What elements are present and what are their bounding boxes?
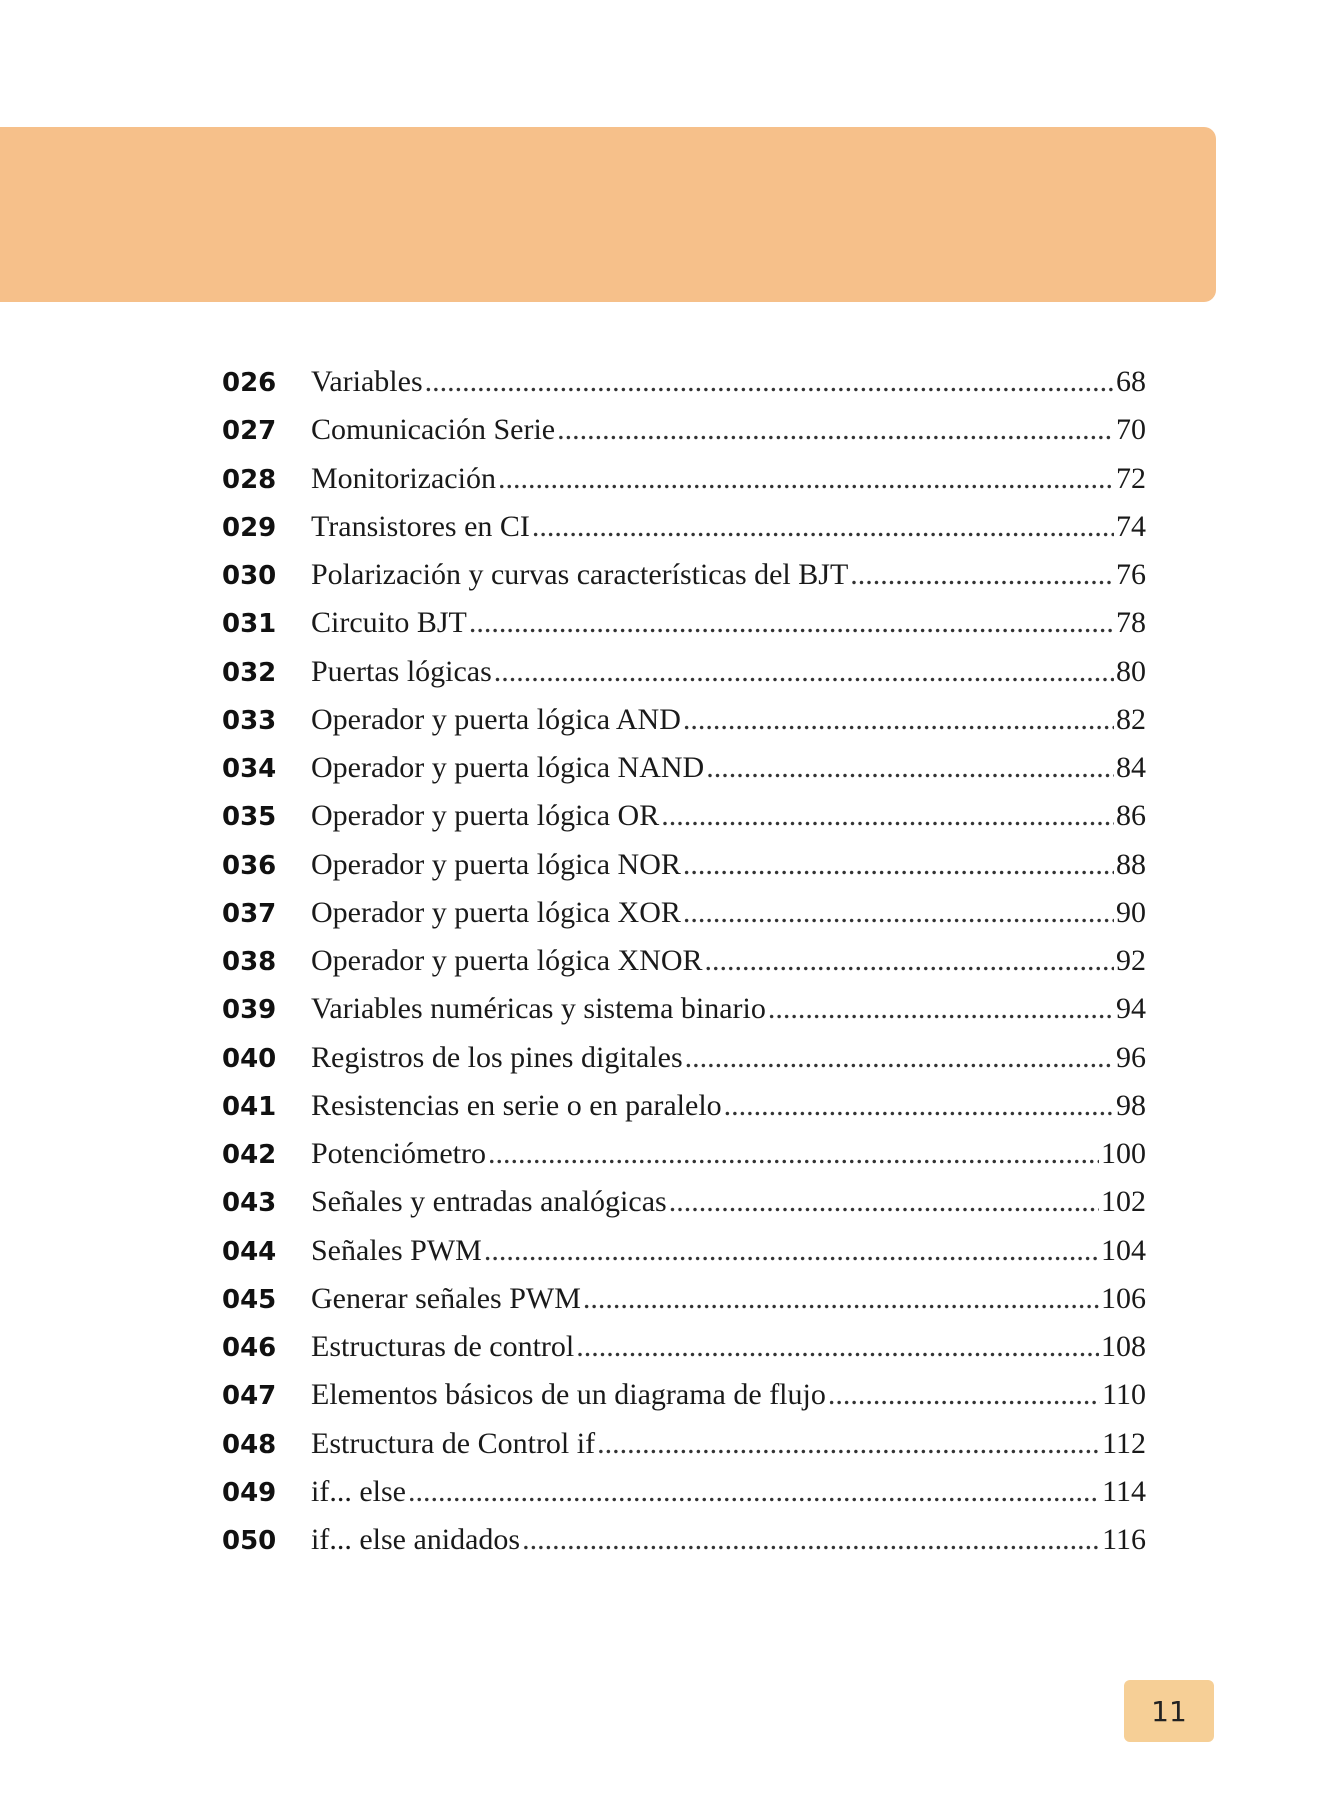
toc-entry-title: Potenciómetro [311,1137,486,1170]
toc-dot-leader [484,1227,1099,1275]
toc-entry[interactable] [222,1371,1146,1419]
toc-entry-page: 116 [1102,1523,1146,1556]
toc-entry-number: 037 [222,898,277,929]
toc-entry-number: 050 [222,1526,277,1556]
toc-entry[interactable] [222,1082,1146,1130]
toc-entry-page: 76 [1116,558,1146,591]
toc-entry-page: 102 [1101,1185,1146,1219]
toc-entry[interactable] [222,1034,1146,1082]
toc-entry-number: 027 [222,416,277,447]
toc-entry-page: 70 [1116,413,1146,447]
toc-dot-leader [532,503,1114,551]
toc-dot-leader [488,1130,1099,1178]
toc-dot-leader [469,599,1114,647]
toc-entry-title: Estructura de Control if [311,1426,596,1460]
toc-dot-leader [669,1178,1099,1226]
toc-dot-leader [850,551,1114,599]
page-number-badge [1124,1680,1214,1742]
toc-dot-leader [408,1468,1100,1516]
toc-entry-title: Operador y puerta lógica NAND [311,751,705,784]
toc-entry-page: 98 [1116,1088,1146,1122]
toc-dot-leader [683,889,1114,937]
toc-dot-leader [597,1420,1100,1468]
toc-entry-title: Monitorización [311,461,496,495]
toc-dot-leader [683,696,1114,744]
toc-entry-page: 96 [1116,1040,1146,1074]
toc-entry[interactable] [222,1516,1146,1564]
page-number: 11 [1151,1694,1187,1728]
toc-entry-number: 040 [222,1043,277,1074]
toc-entry-title: Registros de los pines digitales [311,1040,683,1074]
toc-entry-page: 108 [1101,1330,1146,1363]
toc-entry-number: 033 [222,705,277,736]
toc-entry[interactable] [222,841,1146,889]
toc-entry-title: if... else anidados [311,1523,521,1556]
toc-entry-number: 048 [222,1429,277,1460]
toc-dot-leader [724,1082,1114,1130]
toc-entry-page: 106 [1101,1281,1146,1315]
toc-dot-leader [683,841,1114,889]
toc-dot-leader [661,792,1114,840]
toc-dot-leader [828,1371,1100,1419]
toc-entry-title: Transistores en CI [311,509,530,543]
toc-entry-page: 104 [1101,1233,1146,1267]
toc-entry[interactable] [222,455,1146,503]
toc-entry-title: Resistencias en serie o en paralelo [311,1088,722,1122]
toc-dot-leader [494,648,1114,696]
toc-entry-page: 88 [1116,847,1146,881]
toc-entry[interactable] [222,744,1146,792]
toc-entry[interactable] [222,792,1146,840]
toc-entry-number: 036 [222,850,277,881]
toc-entry-number: 039 [222,995,277,1026]
toc-entry-number: 032 [222,657,277,688]
toc-dot-leader [557,406,1114,454]
toc-entry-page: 78 [1116,606,1146,640]
toc-entry[interactable] [222,937,1146,985]
toc-entry-number: 044 [222,1236,277,1267]
toc-entry-title: Generar señales PWM [311,1281,581,1315]
table-of-contents [222,358,1146,1564]
toc-dot-leader [425,358,1114,406]
toc-entry[interactable] [222,1178,1146,1226]
toc-entry[interactable] [222,1323,1146,1371]
toc-entry[interactable] [222,1130,1146,1178]
toc-entry-number: 046 [222,1333,277,1363]
toc-dot-leader [583,1275,1099,1323]
toc-dot-leader [706,744,1114,792]
toc-entry[interactable] [222,985,1146,1033]
toc-entry-title: Operador y puerta lógica AND [311,702,681,736]
header-band [0,127,1216,302]
toc-entry-title: Elementos básicos de un diagrama de flujo [311,1378,826,1412]
toc-entry-number: 035 [222,802,277,833]
toc-entry-page: 68 [1116,365,1146,398]
toc-entry-number: 026 [222,368,277,398]
toc-entry[interactable] [222,889,1146,937]
toc-dot-leader [576,1323,1099,1371]
toc-entry-number: 043 [222,1188,277,1219]
toc-entry-number: 042 [222,1140,277,1170]
toc-entry-title: Operador y puerta lógica NOR [311,847,681,881]
toc-entry-number: 049 [222,1477,277,1508]
toc-entry-page: 112 [1102,1426,1146,1460]
toc-dot-leader [768,985,1114,1033]
toc-entry-page: 114 [1102,1474,1146,1508]
toc-entry-page: 84 [1116,751,1146,784]
toc-dot-leader [498,455,1114,503]
toc-entry-title: Señales y entradas analógicas [311,1185,667,1219]
toc-entry-title: Señales PWM [311,1233,482,1267]
toc-entry-title: Variables [311,365,423,398]
toc-entry-page: 80 [1116,654,1146,688]
toc-entry-title: Circuito BJT [311,606,467,640]
toc-entry-number: 030 [222,561,277,591]
toc-entry-page: 82 [1116,702,1146,736]
toc-entry[interactable] [222,599,1146,647]
toc-entry-number: 031 [222,609,277,640]
toc-entry-title: Estructuras de control [311,1330,575,1363]
toc-entry[interactable] [222,696,1146,744]
toc-entry[interactable] [222,1227,1146,1275]
toc-entry-title: Operador y puerta lógica OR [311,799,660,833]
toc-entry-number: 034 [222,754,277,784]
toc-entry-number: 038 [222,947,277,977]
toc-dot-leader [522,1516,1100,1564]
toc-entry-number: 029 [222,512,277,543]
toc-entry-page: 94 [1116,992,1146,1026]
toc-entry-title: Variables numéricas y sistema binario [311,992,766,1026]
toc-entry-page: 86 [1116,799,1146,833]
toc-dot-leader [705,937,1114,985]
toc-entry[interactable] [222,551,1146,599]
toc-entry[interactable] [222,648,1146,696]
toc-entry[interactable] [222,1275,1146,1323]
toc-entry-title: Polarización y curvas características del BJT [311,558,849,591]
toc-entry[interactable] [222,1420,1146,1468]
toc-entry-number: 041 [222,1091,277,1122]
toc-entry-page: 74 [1116,509,1146,543]
toc-entry-title: if... else [311,1474,406,1508]
toc-entry[interactable] [222,406,1146,454]
toc-entry-page: 110 [1102,1378,1146,1412]
toc-entry-title: Operador y puerta lógica XNOR [311,944,703,977]
toc-entry-page: 90 [1116,895,1146,929]
toc-entry[interactable] [222,358,1146,406]
toc-entry-page: 92 [1116,944,1146,977]
toc-entry-title: Comunicación Serie [311,413,556,447]
toc-entry[interactable] [222,503,1146,551]
toc-entry-number: 047 [222,1381,277,1412]
toc-entry-page: 100 [1101,1137,1146,1170]
toc-dot-leader [685,1034,1114,1082]
toc-entry[interactable] [222,1468,1146,1516]
toc-entry-number: 045 [222,1284,277,1315]
toc-entry-title: Operador y puerta lógica XOR [311,895,681,929]
toc-entry-title: Puertas lógicas [311,654,492,688]
toc-entry-number: 028 [222,464,277,495]
toc-entry-page: 72 [1116,461,1146,495]
